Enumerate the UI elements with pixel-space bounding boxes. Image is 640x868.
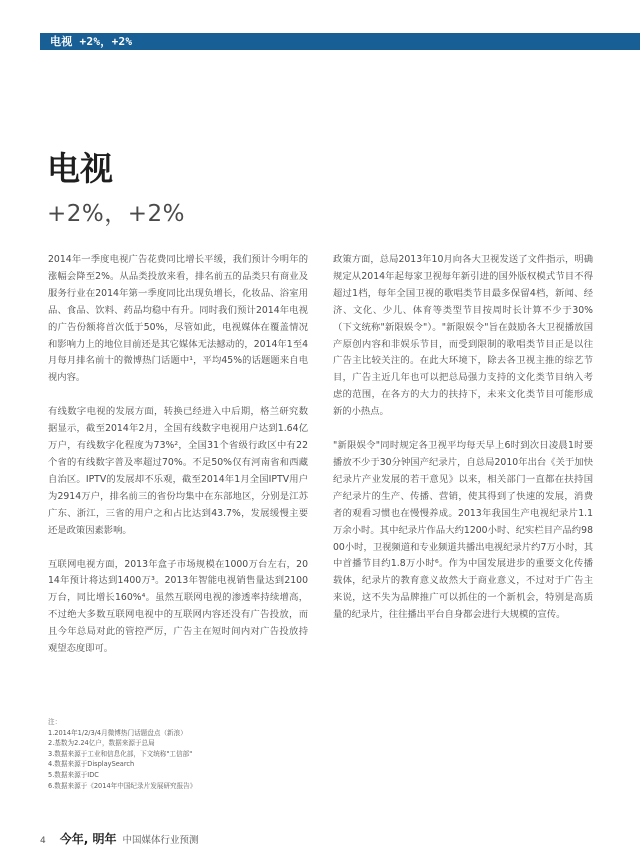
footer-brand: 今年, 明年	[59, 832, 117, 846]
page-title: 电视	[47, 149, 113, 188]
footnote-item: 1.2014年1/2/3/4月微博热门话题盘点（新浪）	[48, 728, 187, 737]
page-footer	[40, 830, 199, 850]
section-header-label: 电视 +2%，+2%	[50, 35, 133, 48]
footnotes	[48, 717, 348, 791]
section-header-bar	[40, 33, 640, 50]
footnote-item: 2.基数为2.24亿户，数据来源于总局	[48, 739, 155, 748]
footer-publication: 中国媒体行业预测	[122, 835, 199, 846]
paragraph-ad-spend: 2014年一季度电视广告花费同比增长平缓，我们预计今明年的涨幅会降至2%。从品类投放来看，排名前五的品类只有商业及服务行业在2014年第一季度同比出现负增长，化妆品、浴室用品、食品、饮料、药品均稳中有升。同时我们预计2014年电视的广告份额将首次低于50%，尽管如此，电视媒体在覆盖情况和影响力上的地位目前还是其它媒体无法撼动的，2014年1至4月每月排名前十的微博热门话题中¹，平均45%的话题题来自电视内容。	[48, 254, 308, 384]
paragraph-internet-tv: 互联网电视方面，2013年盒子市场规模在1000万台左右，2014年预计将达到1400万³。2013年智能电视销售量达到2100万台，同比增长160%⁴。虽然互联网电视的渗透率持续增高，不过绝大多数互联网电视中的互联网内容还没有广告投放，而且今年总局对此的管控严厉，广告主在短时间内对广告投放持观望态度即可。	[48, 558, 308, 655]
paragraph-digital-tv: 有线数字电视的发展方面，转换已经进入中后期，格兰研究数据显示，截至2014年2月，全国有线数字电视用户达到1.64亿万户，有线数字化程度为73%²，全国31个省级行政区中有22个省的有线数字普及率超过70%。不足50%仅有河南省和西藏自治区。IPTV的发展却不乐观，截至2014年1月全国IPTV用户为2914万户，排名前三的省份均集中在东部地区，分别是江苏广东、浙江，三省的用户之和占比达到43.7%，发展缓慢主要还是政策因素影响。	[48, 406, 308, 536]
left-column	[48, 252, 308, 675]
page-number: 4	[40, 836, 46, 846]
footnote-item: 4.数据来源于DisplaySearch	[48, 760, 135, 769]
right-column	[333, 252, 593, 641]
footnote-item: 6.数据来源于《2014年中国纪录片发展研究报告》	[48, 781, 197, 790]
paragraph-documentary: "新限娱令"同时规定各卫视平均每天早上6时到次日凌晨1时要播放不少于30分钟国产纪录片，自总局2010年出台《关于加快纪录片产业发展的若干意见》以来，相关部门一直都在扶持国产纪录片的生产、传播、营销，使其得到了快速的发展，消费者的观看习惯也在慢慢养成。2013年我国生产电视纪录片1.1万余小时。其中纪录片作品大约1200小时、纪实栏目产品约9800小时，卫视频道和专业频道共播出电视纪录片约7万小时，其中首播节目约1.8万小时⁶。作为中国发展进步的重要文化传播载体，纪录片的教育意义故然大于商业意义，不过对于广告主来说，这不失为品牌推广可以抓住的一个新机会，特别是高质量的纪录片，往往播出平台自身都会进行大规模的宣传。	[333, 440, 593, 621]
footnotes-label: 注：	[48, 718, 62, 726]
page-subtitle: +2%，+2%	[47, 201, 186, 227]
paragraph-policy: 政策方面，总局2013年10月向各大卫视发送了文件指示，明确规定从2014年起每家卫视每年新引进的国外版权模式节目不得超过1档，每年全国卫视的歌唱类节目最多保留4档，新闻、经济、文化、少儿、体育等类型节目按周时长计算不少于30%（下文统称"新限娱令"）。"新限娱令"旨在鼓励各大卫视播放国产原创内容和非娱乐节目，而受到限制的歌唱类节目正是以往广告主比较关注的。在此大环境下，除去各卫视主推的综艺节目，广告主近几年也可以把总局强力支持的文化类节目纳入考虑的范围，在各方的大力的扶持下，未来文化类节目可能形成新的小热点。	[333, 254, 593, 418]
footnote-item: 5.数据来源于IDC	[48, 770, 99, 779]
footnote-item: 3.数据来源于工业和信息化部，下文统称"工信部"	[48, 749, 193, 758]
